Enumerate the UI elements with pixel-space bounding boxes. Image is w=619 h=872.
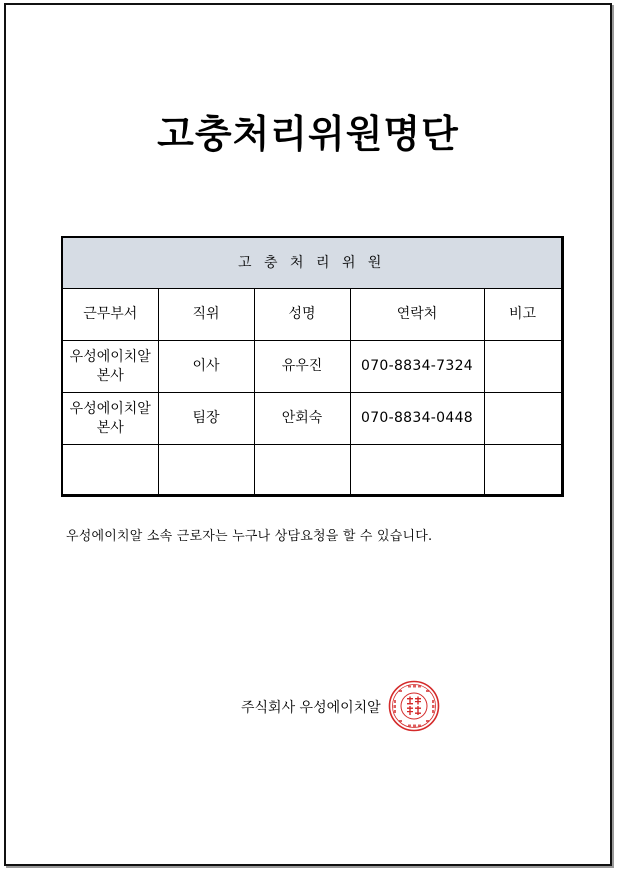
document-page <box>4 3 612 866</box>
name-cell: 안회숙 <box>254 393 350 445</box>
dept-cell <box>62 341 158 393</box>
table-row <box>62 341 562 393</box>
empty-cell <box>350 445 484 496</box>
dept-line1: 우성에이치알 <box>69 400 151 417</box>
table-row <box>62 393 562 445</box>
dept-line1: 우성에이치알 <box>69 348 151 365</box>
header-dept: 근무부서 <box>62 289 158 341</box>
header-position: 직위 <box>158 289 254 341</box>
name-cell: 유우진 <box>254 341 350 393</box>
dept-line2: 본사 <box>96 367 124 384</box>
header-contact: 연락처 <box>350 289 484 341</box>
empty-cell <box>158 445 254 496</box>
dept-line2: 본사 <box>96 419 124 436</box>
header-name: 성명 <box>254 289 350 341</box>
empty-cell <box>62 445 158 496</box>
empty-cell <box>254 445 350 496</box>
table-header-row <box>62 289 562 341</box>
empty-cell <box>484 445 562 496</box>
position-cell: 이사 <box>158 341 254 393</box>
company-seal-icon <box>388 680 440 732</box>
phone-cell: 070-8834-0448 <box>350 393 484 445</box>
notice-text: 우성에이치알 소속 근로자는 누구나 상담요청을 할 수 있습니다. <box>66 529 433 544</box>
header-note: 비고 <box>484 289 562 341</box>
table-row-empty <box>62 445 562 496</box>
note-cell <box>484 341 562 393</box>
note-cell <box>484 393 562 445</box>
company-name: 주식회사 우성에이치알 <box>241 700 381 716</box>
dept-cell <box>62 393 158 445</box>
table-caption: 고 충 처 리 위 원 <box>62 237 562 289</box>
phone-cell: 070-8834-7324 <box>350 341 484 393</box>
committee-table <box>61 236 564 497</box>
position-cell: 팀장 <box>158 393 254 445</box>
document-title: 고충처리위원명단 <box>157 112 459 156</box>
